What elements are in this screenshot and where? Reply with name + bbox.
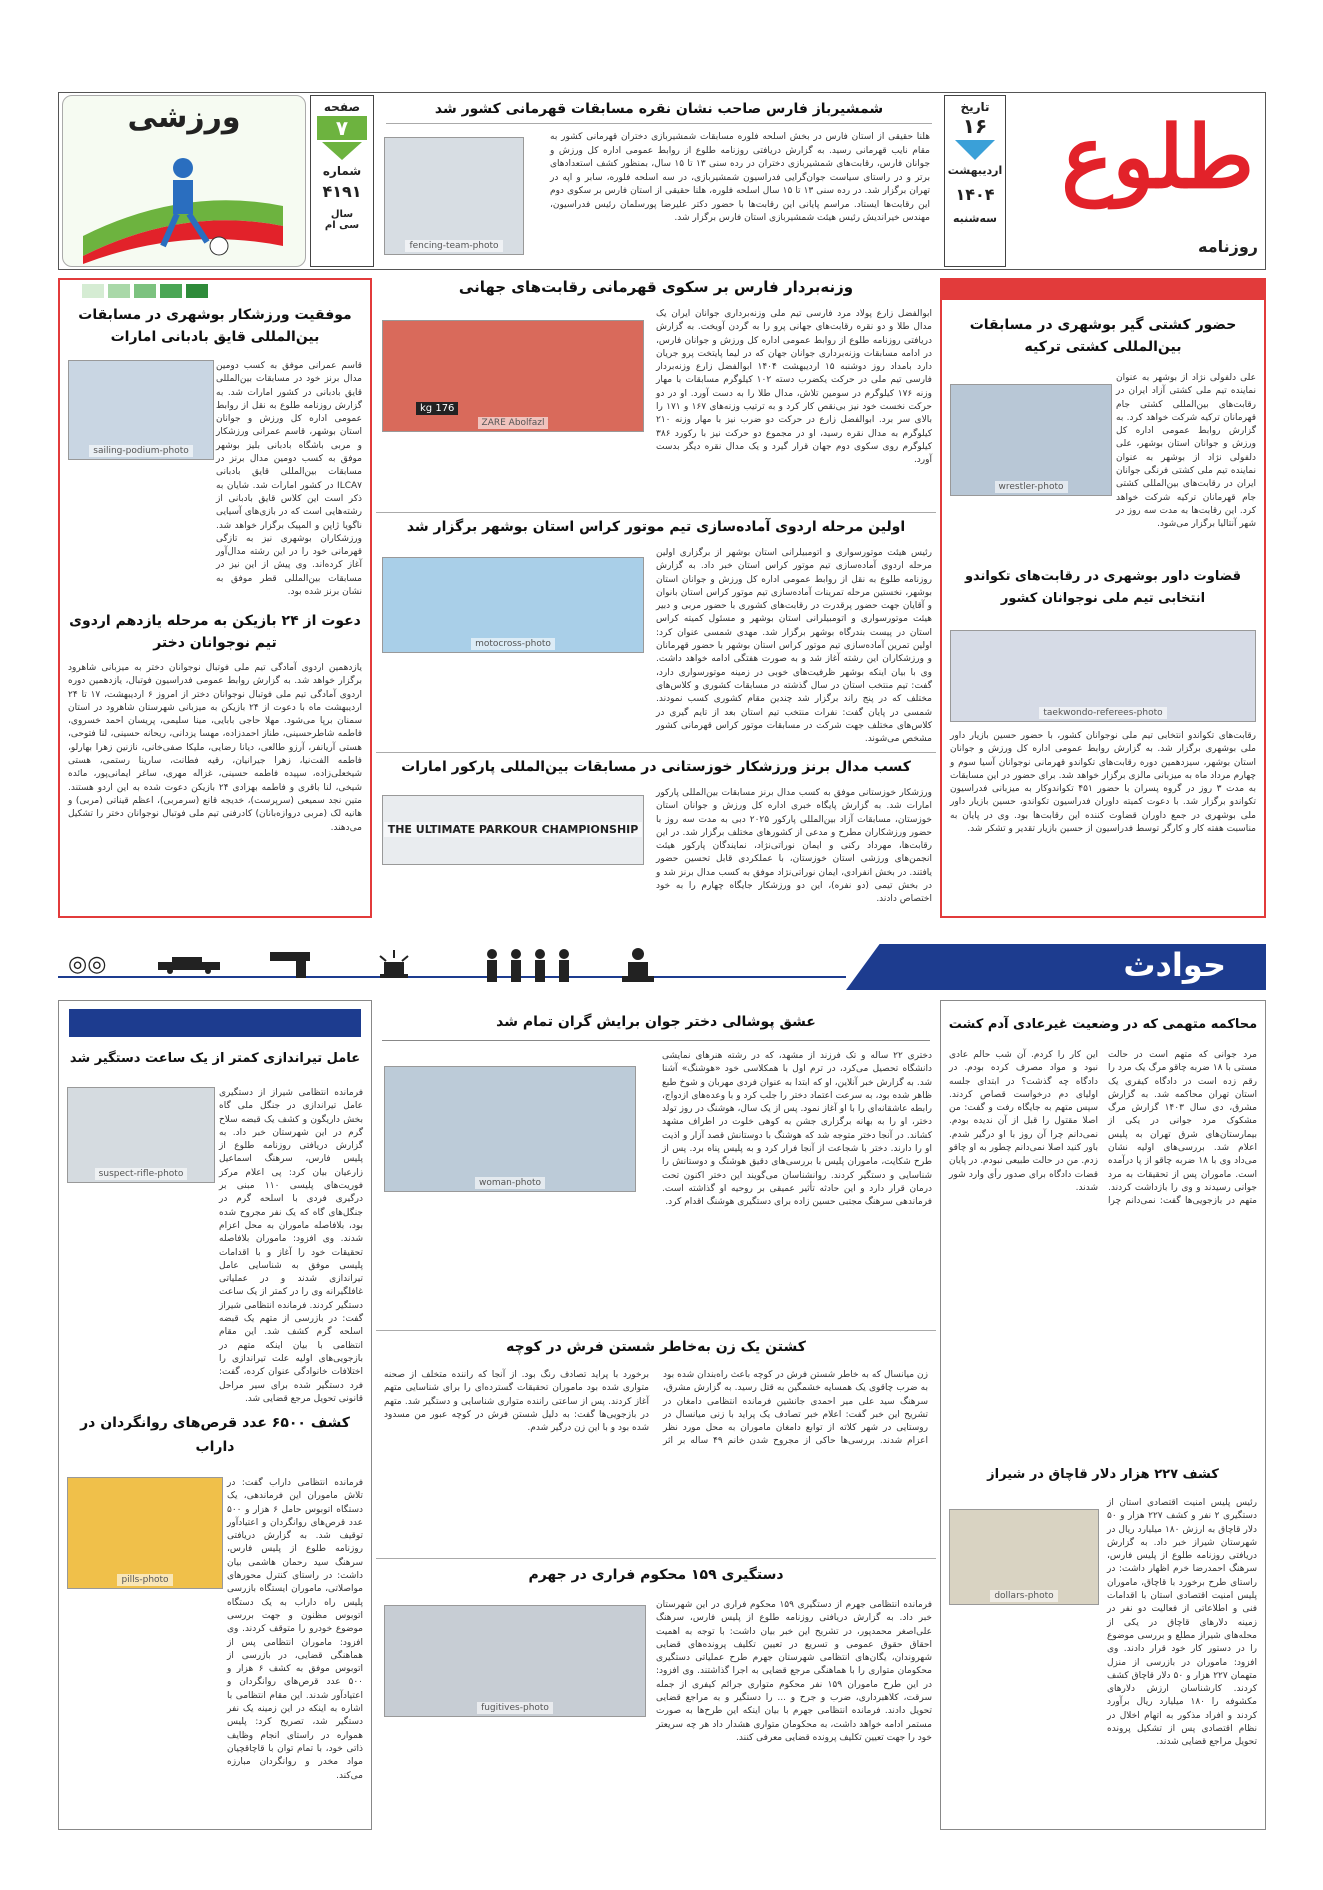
page-issue-block xyxy=(310,95,374,267)
date-label: تاریخ xyxy=(960,100,990,114)
date-weekday: سه‌شنبه xyxy=(953,212,997,225)
fencing-photo xyxy=(384,137,524,255)
parkour-photo xyxy=(382,795,644,865)
carpet-body: زن میانسال که به خاطر شستن فرش در کوچه باعث راه‌بندان شده بود به ضرب چاقوی یک همسایه خشمگین به قتل رسید. به گزارش مشرق، سرهنگ سید علی میر احمدی جانشین فرمانده انتظامی دامغان در تشریح این خبر گفت: اعلام خبر تصادف یک پراید با زنی میانسال در روستایی در شهر کلاته از توابع دامغان ماموران به محل مورد نظر اعزام شدند. بررسی‌ها حاکی از مجروح شدن خانم ۴۹ ساله بر اثر برخورد با پراید تصادف رنگ بود. از آنجا که راننده متخلف از صحنه متواری شده بود ماموران تحقیقات گسترده‌ای را برای شناسایی متهم آغاز کردند. پس از ساعتی راننده متواری شناسایی و دستگیر شد. متهم در بازجویی‌ها گفت: به دلیل شستن فرش در کوچه عبور من مسدود شده بود و با این زن درگیر شدم. xyxy=(384,1370,929,1447)
gunfire-title[interactable]: عامل تیراندازی کمتر از یک ساعت دستگیر شد xyxy=(69,1051,361,1066)
date-block xyxy=(944,95,1006,267)
sailing-photo xyxy=(68,360,214,460)
carpet-article xyxy=(376,1330,936,1558)
weightlift-body-cont xyxy=(382,438,644,498)
pills-title[interactable]: کشف ۶۵۰۰ عدد قرص‌های روانگردان در داراب xyxy=(80,1415,350,1455)
gunfire-body: فرمانده انتظامی شیراز از دستگیری عامل تیراندازی در جنگل ملی گاه بخش داریگون و کشف یک قبضه سلاح گرم در این شهرستان خبر داد. به گزارش دریافتی روزنامه طلوع از پلیس فارس، سرهنگ اسماعیل زارعیان بیان کرد: پی اعلام مرکز فوریت‌های پلیسی ۱۱۰ مبنی بر درگیری فردی با اسلحه گرم در جنگل‌های گاه که یک نفر مجروح شده بود، بلافاصله ماموران به محل اعزام شدند. وی افزود: ماموران بلافاصله تحقیقات خود را آغاز و با اقدامات پلیسی موفق به شناسایی عامل تیراندازی شدند و در عملیاتی غافلگیرانه وی را در کمتر از یک ساعت دستگیر کردند. فرمانده انتظامی شیراز گفت: در بازرسی از متهم یک قبضه اسلحه گرم کشف شد. این مقام انتظامی با بیان اینکه متهم در بازجویی‌های اولیه علت تیراندازی را اختلافات خانوادگی عنوان کرده، گفت: فرد دستگیر شده برای سیر مراحل قانونی تحویل مرجع قضایی شد. xyxy=(219,1088,363,1404)
newspaper-logo xyxy=(1010,95,1264,267)
dollars-photo-label: dollars-photo xyxy=(990,1590,1057,1602)
love-title-rule xyxy=(382,1040,930,1041)
fugitive-article xyxy=(376,1558,936,1830)
gun-photo-label: suspect-rifle-photo xyxy=(95,1168,188,1180)
fugitives-photo xyxy=(384,1605,646,1717)
taekwondo-photo-label: taekwondo-referees-photo xyxy=(1039,707,1166,719)
fencing-photo-label: fencing-team-photo xyxy=(405,240,502,252)
section-logo xyxy=(62,95,306,267)
date-month: اردیبهشت xyxy=(947,164,1003,177)
left-column-bar xyxy=(69,1009,361,1037)
sports-left-column xyxy=(58,278,372,918)
parkour-article xyxy=(376,752,936,918)
events-right-column xyxy=(940,1000,1266,1830)
weightlift-overlay-attempt: 176 kg xyxy=(416,402,458,415)
dollar-title[interactable]: کشف ۲۲۷ هزار دلار قاچاق در شیراز xyxy=(987,1467,1219,1482)
date-marker-icon xyxy=(955,140,995,160)
section-title: ورزشی xyxy=(127,100,241,135)
weightlift-title[interactable]: وزنه‌بردار فارس بر سکوی قهرمانی رقابت‌های جهانی xyxy=(458,278,854,296)
parkour-banner-text: THE ULTIMATE PARKOUR CHAMPIONSHIP xyxy=(384,822,643,837)
color-swatches xyxy=(68,284,208,298)
fugitive-title[interactable]: دستگیری ۱۵۹ محکوم فراری در جهرم xyxy=(528,1567,784,1583)
siren-icon xyxy=(376,950,412,980)
woman-photo-label: woman-photo xyxy=(475,1177,545,1189)
sports-right-column xyxy=(940,278,1266,918)
motocross-body: رئیس هیئت موتورسواری و اتومبیلرانی استان بوشهر از برگزاری اولین مرحله اردوی آماده‌سازی تیم موتور کراس استان خبر داد. به گزارش روزنامه طلوع به نقل از روابط عمومی اداره کل ورزش و جوانان استان بوشهر، نخستین مرحله تمرینات آماده‌سازی تیم موتور کراس استان بانوان و آقایان جهت حضور پرقدرت در رقابت‌های کشوری با حضور مربی و دبیر هیئت موتورسواری و اتومبیلرانی استان بوشهر و مسئول کمیته کراس استان در پیست بندرگاه بوشهر برگزار شد. مهدی شمسی عنوان کرد: اولین تمرین آماده‌سازی تیم موتور کراس استان بوشهر با حضور قهرمانان و ورزشکاران این رشته آغاز شد و به صورت هفتگی ادامه خواهد داشت. وی با بیان اینکه بوشهر ظرفیت‌های خوبی در زمینه موتورسواری دارد، گفت: تیم منتخب استان در سال گذشته در مسابقات کشوری و کلاس‌های مختلف که در پنج راند برگزار شد چندین مقام کشوری کسب نمودند. شمسی در پایان گفت: نفرات منتخب تیم استان بعد از تایم گیری در کلاس‌های مختلف جهت شرکت در مسابقات موتور کراس قهرمانی کشور مشخص می‌شوند. xyxy=(656,548,932,745)
top-story-body: هلنا حقیقی از استان فارس در بخش اسلحه فلوره مسابقات شمشیربازی دختران قهرمانی کشور به مقام نایب قهرمانی رسید. به گزارش دریافتی روزنامه طلوع از روابط عمومی اداره کل ورزش و جوانان فارس، رقابت‌های شمشیربازی دختران در رده سنی ۱۳ تا ۱۵ سال، بمنظور کشف استعدادهای برتر و در راستای سیاست جوان‌گرایی فدراسیون شمشیربازی، در سه اسلحه فلوره، سابر و اپه در تهران برگزار شد. در رده سنی ۱۳ تا ۱۵ سال اسلحه فلوره، هلنا حقیقی از استان فارس بر سکوی دوم این رقابت‌ها ایستاد. مراسم پایانی این رقابت‌ها با حضور دکتر علیرضا پورسلمان رئیس فدراسیون، مهندس خیراندیش رئیس هیئت شمشیربازی استان فارس برگزار شد. xyxy=(550,132,931,223)
events-banner-title: حوادث xyxy=(1123,946,1226,984)
trial-title[interactable]: محاکمه متهمی که در وضعیت غیرعادی آدم کشت xyxy=(948,1017,1258,1032)
pistol-icon xyxy=(268,948,316,980)
motocross-photo-label: motocross-photo xyxy=(471,638,555,650)
date-year: ۱۴۰۴ xyxy=(955,185,995,204)
sailing-photo-label: sailing-podium-photo xyxy=(89,445,192,457)
weightlift-article xyxy=(376,278,936,508)
weightlift-overlay-name: ZARE Abolfazl xyxy=(478,417,549,429)
gun-photo xyxy=(67,1087,215,1183)
pills-body: فرمانده انتظامی داراب گفت: در تلاش ماموران این فرماندهی، یک دستگاه اتوبوس حامل ۶ هزار و ۵۰۰ عدد قرص‌های روانگردان و اعتیادآور توقیف شد. به گزارش دریافتی روزنامه طلوع از پلیس فارس، سرهنگ سید رحمان هاشمی بیان داشت: در راستای کنترل محورهای مواصلاتی، ماموران ایستگاه بازرسی پلیس راه داراب به یک دستگاه اتوبوس مظنون و جهت بررسی موضوع خودرو را متوقف کردند. وی افزود: ماموران انتظامی پس از هماهنگی قضایی، در بازرسی از اتوبوس موفق به کشف ۶ هزار و ۵۰۰ عدد قرص‌های روانگردان و اعتیادآور شدند. این مقام انتظامی با اشاره به اینکه در این زمینه یک نفر دستگیر شد، تصریح کرد: پلیس همواره در راستای انجام وظایف ذاتی خود، با تمام توان با قاچاقچیان مواد مخدر و روانگردان مبارزه می‌کند. xyxy=(227,1478,363,1781)
soccer-player-icon xyxy=(83,146,283,264)
wrestling-body: علی دلفولی نژاد از بوشهر به عنوان نماینده تیم ملی کشتی آزاد ایران در رقابت‌های بین‌المللی کشتی جام قهرمانان ترکیه شرکت خواهد کرد. به گزارش روابط عمومی اداره کل ورزش و جوانان استان بوشهر، علی دلفولی نژاد از بوشهر به عنوان نماینده تیم ملی کشتی فرنگی جوانان ایران در رقابت‌های بین‌المللی کشتی جام قهرمانان ترکیه شرکت خواهد کرد. این رقابت‌ها به مدت سه روز در شهر آنتالیا برگزار می‌شود. xyxy=(1116,373,1256,530)
weightlifter-photo xyxy=(382,320,644,432)
love-article xyxy=(376,1000,936,1330)
pills-photo-label: pills-photo xyxy=(117,1574,172,1586)
football-title[interactable]: دعوت از ۲۴ بازیکن به مرحله یازدهم اردوی تیم نوجوانان دختر xyxy=(69,613,361,651)
gunfire-body-cont xyxy=(67,1189,363,1389)
taekwondo-photo xyxy=(950,630,1256,722)
events-left-column xyxy=(58,1000,372,1830)
weightlift-body: ابوالفضل زارع پولاد مرد فارسی تیم ملی وزنه‌برداری جوانان ایران یک مدال طلا و دو نقره رقابت‌های جهانی پرو را به گردن آویخت. به گزارش دریافتی روزنامه طلوع از روابط عمومی اداره کل ورزش و جوانان فارس، در ادامه مسابقات وزنه‌برداری جوانان جهان که در لیما پایتخت پرو جریان دارد بامداد روز دوشنبه ۱۵ اردیبهشت ۱۴۰۴ ابوالفضل زارع وزنه‌بردار فارسی تیم ملی در حرکت یکضرب دسته ۱۰۲ کیلوگرم مسابقات با مهار وزنه ۱۷۶ کیلوگرم در سومین تلاش، مدال طلا را به دست آورد. او در دو حرکت نخست خود نیز بی‌نقص کار کرد و به ترتیب وزنه‌های ۱۶۷ و ۱۷۱ را بالای سر برد. ابوالفضل زارع در حرکت دو ضرب نیز با مهار وزنه ۲۱۰ کیلوگرم به مدال نقره رسید، او در مجموع دو حرکت نیز با رکورد ۳۸۶ کیلوگرم روی سکوی دوم جهان قرار گیرد و یک مدال نقره دیگر بدست آورد. xyxy=(656,309,933,466)
love-body: دختری ۲۲ ساله و تک فرزند از مشهد، که در رشته هنرهای نمایشی دانشگاه تحصیل می‌کرد، در ترم اول با همکلاسی خود «هوشنگ» آشنا شد. به گزارش خبر آنلاین، او که ابتدا به عنوان فردی مهربان و شوخ طبع ظاهر شده بود، به سرعت اعتماد دختر را جلب کرد و با وعده‌های ازدواج، رابطه عاشقانه‌ای را با او آغاز نمود. پس از یک سال، هوشنگ در روز تولد دختر، او را به بهانه برگزاری جشن به کوهی خلوت در اطراف مشهد کشاند. در آنجا دختر متوجه شد که هوشنگ با دوستانش قصد آزار و اذیت او را دارند. دختر با شجاعت از آنجا فرار کرد و به پلیس پناه برد. پس از طرح شکایت، ماموران پلیس با بررسی‌های دقیق هوشنگ و دوستانش را شناسایی و دستگیر کردند. روانشناسان می‌گویند این دختر اکنون تحت درمان قرار دارد و این حادثه تأثیر عمیقی بر روحیه او گذاشته است. فرماندهی سرهنگ مجتبی حسین زاده برای دستگیری هوشنگ اقدام کرد. xyxy=(662,1051,932,1208)
trial-body: مرد جوانی که متهم است در حالت مستی با ۱۸ ضربه چاقو مرگ یک مرد را رقم زده است در دادگاه کیفری یک استان تهران محاکمه شد. به گزارش مشرق، دی سال ۱۴۰۳ گزارش مرگ مشکوک مرد جوانی در یکی از بیمارستان‌های شرق تهران به پلیس اعلام شد. بررسی‌های اولیه نشان می‌داد وی با ۱۸ ضربه چاقو از پا درآمده است. ماموران پس از تحقیقات به مرد جوانی رسیدند و وی را بازداشت کردند. متهم در بازجویی‌ها گفت: نمی‌دانم چرا این کار را کردم. آن شب حالم عادی نبود و مواد مصرف کرده بودم. در دادگاه چه گذشت؟ در ابتدای جلسه اولیای دم درخواست قصاص کردند. سپس متهم به جایگاه رفت و گفت: من اصلا مقتول را قبل از آن ندیده بودم. نمی‌دانم چرا آن روز با او درگیر شدم. باور کنید اصلا نمی‌دانم چطور به او چاقو زدم. من در حالت طبیعی نبودم. در پایان قضات دادگاه برای صدور رأی وارد شور شدند. xyxy=(949,1050,1257,1207)
page-marker-icon xyxy=(322,142,362,160)
sailing-body-cont xyxy=(68,464,362,562)
year-value: سی ام xyxy=(324,220,360,231)
logo-subtitle: روزنامه xyxy=(1198,237,1258,256)
swatch-1 xyxy=(186,284,208,298)
taekwondo-title[interactable]: قضاوت داور بوشهری در رقابت‌های تکواندو انتخابی تیم ملی نوجوانان کشور xyxy=(964,569,1242,606)
swatch-4 xyxy=(108,284,130,298)
logo-title: طلوع xyxy=(1061,107,1254,208)
sailing-body: قاسم عمرانی موفق به کسب دومین مدال برنز خود در مسابقات بین‌المللی قایق بادبانی در کشور امارات شد. به گزارش روزنامه طلوع به نقل از روابط عمومی اداره کل ورزش و جوانان استان بوشهر، قاسم عمرانی ورزشکار و مربی باشگاه بادبانی بلیز بوشهر موفق به کسب دومین مدال برنز در مسابقات بین‌المللی قایق بادبانی ILCA۷ در کشور امارات شد. شایان به ذکر است این کلاس قایق بادبانی از رشته‌هایی است که در بازی‌های آسیایی ناگویا ژاپن و المپیک برگزار خواهد شد. ورزشکاران بوشهری نیز به تازگی قهرمانی خود را در این رشته مدال‌آور آغاز کرده‌اند. وی پیش از این نیز در مسابقات بین‌المللی قطر موفق به نشان برنز شده بود. xyxy=(216,361,362,598)
wrestler-photo-label: wrestler-photo xyxy=(995,481,1068,493)
top-story xyxy=(378,95,940,267)
swatch-3 xyxy=(134,284,156,298)
issue-label: شماره xyxy=(322,164,362,178)
police-icon xyxy=(618,946,658,984)
dollar-body: رئیس پلیس امنیت اقتصادی استان از دستگیری ۲ نفر و کشف ۲۲۷ هزار و ۵۰ دلار قاچاق به ارزش ۱۸۰ میلیارد ریال در شهرستان شیراز خبر داد. به گزارش دریافتی روزنامه طلوع از پلیس فارس، سرهنگ احمدرضا خرم اظهار داشت: در راستای طرح برخورد با قاچاق، ماموران پلیس امنیت اقتصادی استان با اقدامات فنی و اطلاعاتی از فعالیت دو نفر در زمینه دلارهای قاچاق در یکی از محله‌های شیراز مطلع و بررسی موضوع را در دستور کار خود قرار دادند. وی افزود: ماموران در بازرسی از منزل متهمان ۲۲۷ هزار و ۵۰ دلار قاچاق کشف کردند. کارشناسان ارزش دلارهای مکشوفه را ۱۸۰ میلیارد ریال برآورد کردند و افراد مذکور به اتهام اخلال در نظام اقتصادی پس از تشکیل پرونده تحویل مراجع قضایی شدند. xyxy=(1107,1498,1258,1748)
binoculars-icon: ◎◎ xyxy=(68,952,107,977)
right-column-bar xyxy=(942,280,1264,300)
woman-photo xyxy=(384,1066,636,1192)
parkour-body: ورزشکار خوزستانی موفق به کسب مدال برنز مسابقات بین‌المللی پارکور امارات شد. به گزارش پایگاه خبری اداره کل ورزش و جوانان استان خوزستان، مسابقات آزاد بین‌المللی پارکور ۲۰۲۵ دبی به مدت سه روز با حضور ورزشکاران مطرح و مدعی از کشورهای مختلف برگزار شد. در این رقابت‌ها، مهرداد رکنی و ایمان نوراتی‌نژاد، نمایندگان پارکور هیئت انجمن‌های ورزشی استان خوزستان، با عملکردی قابل تحسین حضور یافتند. در بخش انفرادی، ایمان نوراتی‌نژاد موفق به کسب مدال برنز شد و در بخش تیمی (دو نفره)، این دو ورزشکار جایگاه چهارم را به خود اختصاص دادند. xyxy=(656,788,932,905)
parkour-title[interactable]: کسب مدال برنز ورزشکار خوزستانی در مسابقات بین‌المللی پارکور امارات xyxy=(401,759,911,775)
fugitives-photo-label: fugitives-photo xyxy=(477,1702,553,1714)
swatch-5 xyxy=(82,284,104,298)
page-number: ۷ xyxy=(317,116,367,140)
page-label: صفحه xyxy=(323,100,361,114)
fugitive-body: فرمانده انتظامی جهرم از دستگیری ۱۵۹ محکوم فراری در این شهرستان خبر داد. به گزارش دریافتی روزنامه طلوع از پلیس فارس، سرهنگ علی‌اصغر محمدپور، در تشریح این خبر بیان داشت: با توجه به اهمیت احقاق حقوق عمومی و تسریع در تعیین تکلیف پرونده‌های قضایی شهروندان، یگان‌های انتظامی شهرستان جهرم طرح عملیاتی دستگیری محکومان متواری را با هماهنگی مرجع قضایی به اجرا گذاشتند. وی افزود: در این طرح ماموران ۱۵۹ نفر محکوم متواری جرائم کیفری از جمله سرقت، کلاهبرداری، ضرب و جرح و ... را دستگیر و به مراجع قضایی تحویل دادند. فرمانده انتظامی جهرم با بیان اینکه این طرح‌ها به صورت مستمر ادامه خواهد داشت، به محکومان متواری هشدار داد هر چه سریعتر خود را جهت تعیین تکلیف پرونده قضایی معرفی کنند. xyxy=(656,1600,932,1743)
motocross-article xyxy=(376,512,936,748)
year-label: سال xyxy=(330,209,354,220)
date-day: ۱۶ xyxy=(962,114,988,138)
motocross-photo xyxy=(382,557,644,653)
group-icon xyxy=(478,946,578,984)
taekwondo-body: رقابت‌های تکواندو انتخابی تیم ملی نوجوانان کشور، با حضور حسین بازیار داور ملی بوشهری برگزار شد. به گزارش روابط عمومی اداره کل ورزش و جوانان استان بوشهر، سیزدهمین دوره رقابت‌های تکواندو قهرمانی نوجوانان آسیا سوم و چهارم مرداد ماه به میزبانی مالزی برگزار خواهد شد. برای حضور در این مسابقات به مدت ۳ روز در گروه پسران با حضور ۴۵۱ تکواندوکار به میزبانی فدراسیون تکواندو برگزار شد. با دعوت کمیته داوران فدراسیون تکواندو، حسین بازیار داور ملی بوشهری در جمع داوران قضاوت کننده این رقابت‌ها بود. وی در پایان به مناسبت هفته کار و کارگر توسط فدراسیون از حسین بازیار تقدیر و تشکر شد. xyxy=(950,731,1256,835)
dollars-photo xyxy=(949,1509,1099,1605)
football-body: یازدهمین اردوی آمادگی تیم ملی فوتبال نوجوانان دختر به میزبانی شاهرود برگزار خواهد شد. به گزارش روابط عمومی فدراسیون فوتبال، یازدهمین دوره اردوی آمادگی تیم ملی فوتبال نوجوانان دختر از امروز ۶ اردیبهشت، ۱۷ تا ۲۴ اردیبهشت ماه با دعوت از ۲۴ بازیکن به میزبانی شهرستان شاهرود در استان سمنان برپا می‌شود. مهلا حاجی بابایی، مینا سلیمی، پریسان احمد خسروی، فاطمه شاطرحسینی، طناز احمدزاده، مهسا یزدانی، ریحانه حسینی، لنا فتوحی، هستی آریانفر، آرزو طالعی، دیانا رضایی، ملیکا صفی‌خانی، نازنین زهرا بهارلو، فاطمه الفت‌نیا، زهرا جیرانیان، رقیه فطانت، سارینا رستمی، هستی شیخعلی‌زاده، سپیده فاطمه حسینی، غزاله مهری، ساغر ایمانی‌پور، مائده شیخی، لنا باقری و فاطمه بهزادی ۲۴ بازیکن دعوت شده به این اردو هستند. متین نجد سمیعی (سرپرست)، خدیجه قانع (سرمربی)، اعظم قیناتی (مربی) و هانیه لک (مربی دروازه‌بانان) کادرفنی تیم ملی فوتبال نوجوانان دختر را تشکیل می‌دهند. xyxy=(68,663,363,833)
pills-photo xyxy=(67,1477,223,1589)
events-banner xyxy=(58,944,1266,990)
issue-number: ۴۱۹۱ xyxy=(322,182,362,201)
sailing-title[interactable]: موفقیت ورزشکار بوشهری در مسابقات بین‌المللی قایق بادبانی امارات xyxy=(78,307,352,345)
top-story-title[interactable]: شمشیرباز فارس صاحب نشان نقره مسابقات قهرمانی کشور شد xyxy=(386,101,932,124)
wrestler-photo xyxy=(950,384,1112,496)
car-icon xyxy=(154,954,224,974)
swatch-2 xyxy=(160,284,182,298)
love-title[interactable]: عشق پوشالی دختر جوان برایش گران تمام شد xyxy=(496,1014,816,1030)
motocross-title[interactable]: اولین مرحله اردوی آماده‌سازی تیم موتور کراس استان بوشهر برگزار شد xyxy=(406,519,906,535)
wrestling-title[interactable]: حضور کشتی گیر بوشهری در مسابقات بین‌المللی کشتی ترکیه xyxy=(969,317,1237,355)
carpet-title[interactable]: کشتن یک زن به‌خاطر شستن فرش در کوچه xyxy=(506,1339,806,1355)
events-banner-line xyxy=(58,976,846,978)
